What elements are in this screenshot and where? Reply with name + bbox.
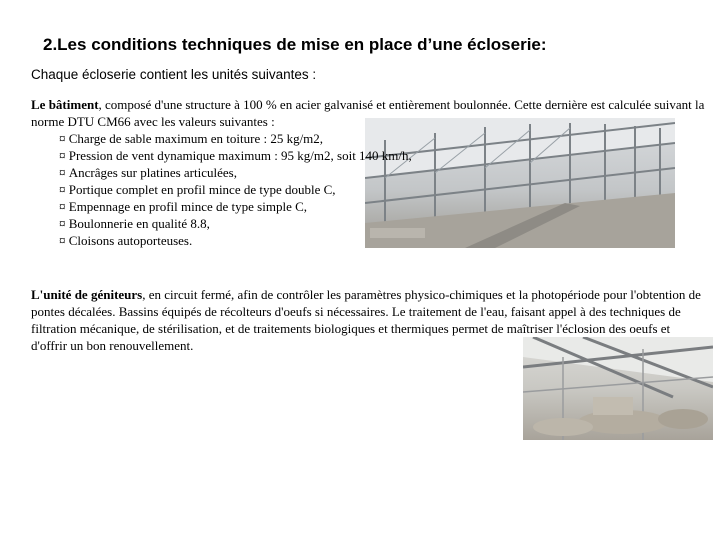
list-item: ¤ Ancrâges sur platines articulées,	[59, 164, 412, 181]
list-item: ¤ Pression de vent dynamique maximum : 95 kg/m2, soit 140 km/h,	[59, 147, 412, 164]
intro-text: Chaque écloserie contient les unités suivantes :	[31, 67, 317, 82]
geniteurs-heading: L'unité de géniteurs	[31, 287, 143, 302]
list-item: ¤ Empennage en profil mince de type simple C,	[59, 198, 412, 215]
batiment-text: , composé d'une structure à 100 % en acier galvanisé et entièrement boulonnée. Cette dernière est calculée suivant la norme DTU CM66 avec les valeurs suivantes :	[31, 97, 705, 129]
page-title: 2.Les conditions techniques de mise en place d’une écloserie:	[43, 35, 547, 54]
batiment-paragraph	[31, 96, 706, 130]
list-item: ¤ Charge de sable maximum en toiture : 25 kg/m2,	[59, 130, 412, 147]
geniteurs-paragraph	[31, 286, 706, 354]
list-item: ¤ Portique complet en profil mince de type double C,	[59, 181, 412, 198]
list-item: ¤ Boulonnerie en qualité 8.8,	[59, 215, 412, 232]
geniteurs-text: , en circuit fermé, afin de contrôler les paramètres physico-chimiques et la photopériode pour l'obtention de pontes décalées. Bassins équipés de récolteurs d'oeufs si nécessaires. Le traitement de l'eau, faisant appel à des techniques de filtration mécanique, de stérilisation, et de traitements biologiques et thermiques permet de maîtriser l'éclosion des oeufs et d'offrir un bon renouvellement.	[31, 287, 701, 353]
batiment-heading: Le bâtiment	[31, 97, 99, 112]
list-item: ¤ Cloisons autoporteuses.	[59, 232, 412, 249]
batiment-bullet-list	[59, 130, 412, 249]
